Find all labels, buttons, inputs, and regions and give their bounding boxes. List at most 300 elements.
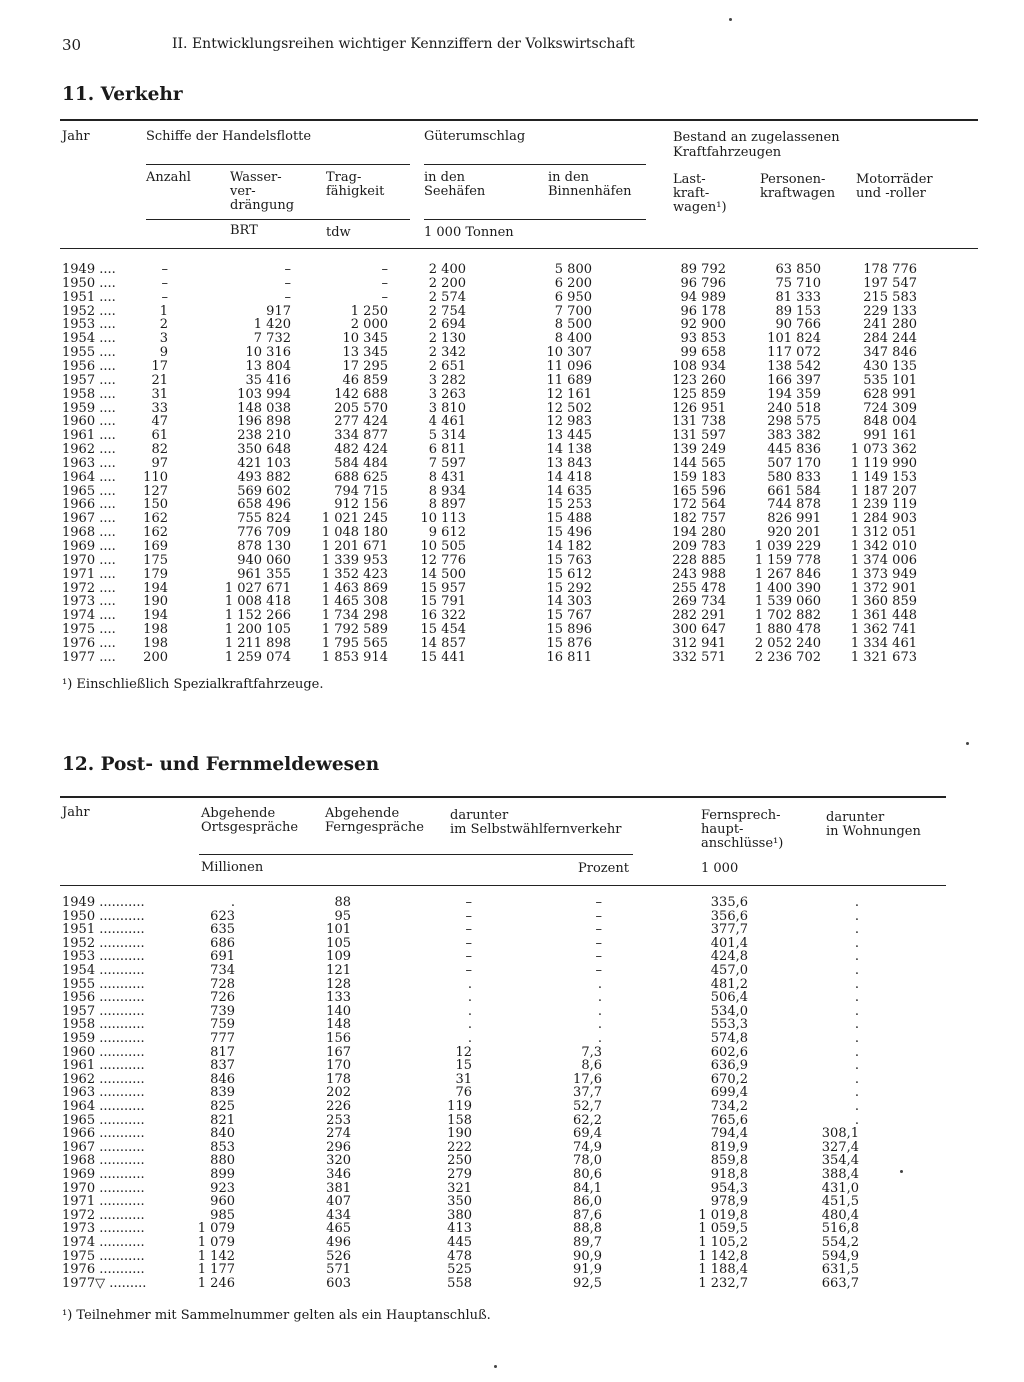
cell-binnenhaefen: 15 767: [546, 608, 592, 624]
cell-hauptanschluesse: 553,3: [710, 1017, 748, 1033]
page-number: 30: [62, 36, 82, 54]
cell-jahr: 1972 ....: [62, 580, 116, 596]
cell-jahr: 1958 ....: [62, 386, 116, 402]
cell-seehaefen: 7 597: [428, 455, 466, 471]
cell-jahr: 1963 ....: [62, 455, 116, 471]
cell-selbstwaehl: .: [467, 1031, 472, 1046]
cell-wohnungen: .: [854, 1071, 859, 1087]
cell-binnenhaefen: 7 700: [554, 303, 592, 319]
cell-personenkraftwagen: 1 400 390: [754, 580, 821, 596]
cell-ortsgespraeche: 686: [210, 935, 235, 951]
cell-seehaefen: 3 263: [428, 386, 466, 402]
cell-jahr: 1949 ....: [62, 262, 116, 277]
cell-anzahl: 175: [143, 552, 168, 568]
cell-lastkraftwagen: 93 853: [680, 331, 726, 347]
cell-lastkraftwagen: 332 571: [672, 649, 726, 665]
cell-motorraeder: 197 547: [863, 275, 917, 291]
cell-personenkraftwagen: 661 584: [767, 483, 821, 499]
cell-anzahl: 47: [151, 414, 168, 430]
t12-unit-prozent: Prozent: [578, 861, 629, 876]
cell-personenkraftwagen: 89 153: [775, 303, 821, 319]
cell-tragfaehigkeit: 10 345: [342, 331, 388, 347]
cell-wohnungen: 516,8: [821, 1221, 859, 1237]
cell-hauptanschluesse: 356,6: [710, 908, 748, 924]
cell-jahr: 1974 ...........: [62, 1235, 145, 1250]
cell-seehaefen: 8 431: [428, 469, 466, 485]
cell-ortsgespraeche: 759: [210, 1017, 235, 1033]
cell-selbstwaehl: .: [467, 990, 472, 1006]
cell-jahr: 1977▽ .........: [62, 1275, 147, 1291]
cell-jahr: 1955 ....: [62, 345, 116, 361]
cell-jahr: 1957 ....: [62, 372, 116, 388]
cell-anzahl: 1: [159, 303, 168, 319]
cell-motorraeder: 848 004: [863, 414, 917, 430]
cell-ortsgespraeche: 840: [210, 1126, 235, 1142]
cell-binnenhaefen: 14 138: [546, 442, 592, 458]
cell-wohnungen: .: [854, 963, 859, 978]
cell-personenkraftwagen: 117 072: [767, 345, 821, 361]
cell-binnenhaefen: 14 303: [546, 594, 592, 610]
cell-tragfaehigkeit: 584 484: [334, 455, 388, 471]
cell-ortsgespraeche: 853: [210, 1139, 235, 1155]
cell-hauptanschluesse: 819,9: [710, 1139, 748, 1155]
cell-selbstwaehl: 222: [447, 1139, 472, 1155]
cell-binnenhaefen: 13 843: [546, 455, 592, 471]
cell-prozent: 7,3: [581, 1044, 602, 1060]
cell-wasserverdraengung: 13 804: [245, 358, 291, 374]
cell-wasserverdraengung: 493 882: [237, 469, 291, 485]
cell-prozent: 84,1: [573, 1180, 602, 1196]
cell-ferngespraeche: 320: [326, 1153, 351, 1169]
cell-anzahl: 190: [143, 594, 168, 610]
cell-binnenhaefen: 12 983: [546, 414, 592, 430]
cell-hauptanschluesse: 636,9: [710, 1058, 748, 1074]
cell-ortsgespraeche: 734: [210, 963, 235, 978]
cell-wohnungen: .: [854, 908, 859, 924]
cell-anzahl: 169: [143, 539, 168, 554]
cell-ortsgespraeche: 728: [210, 976, 235, 992]
cell-lastkraftwagen: 282 291: [672, 608, 726, 624]
cell-hauptanschluesse: 1 105,2: [698, 1235, 748, 1250]
cell-wasserverdraengung: 1 259 074: [224, 649, 291, 665]
cell-prozent: 62,2: [573, 1112, 602, 1128]
cell-tragfaehigkeit: 482 424: [334, 442, 388, 458]
cell-prozent: 86,0: [573, 1194, 602, 1210]
cell-wohnungen: .: [854, 922, 859, 938]
cell-jahr: 1965 ...........: [62, 1112, 145, 1128]
cell-hauptanschluesse: 859,8: [710, 1153, 748, 1169]
t11-header-anzahl: Anzahl: [146, 170, 191, 185]
cell-ferngespraeche: 95: [334, 908, 351, 924]
cell-prozent: 88,8: [573, 1221, 602, 1237]
cell-jahr: 1961 ....: [62, 428, 116, 444]
cell-hauptanschluesse: 574,8: [710, 1031, 748, 1046]
cell-jahr: 1954 ...........: [62, 963, 145, 978]
cell-jahr: 1976 ...........: [62, 1262, 145, 1278]
cell-hauptanschluesse: 1 019,8: [698, 1207, 748, 1223]
cell-wasserverdraengung: –: [284, 289, 291, 305]
cell-lastkraftwagen: 99 658: [680, 345, 726, 361]
cell-anzahl: 150: [143, 497, 168, 513]
cell-prozent: –: [595, 922, 602, 938]
cell-wasserverdraengung: 1 200 105: [224, 622, 291, 638]
t11-header-personenkraftwagen: Personen- kraftwagen: [760, 172, 836, 201]
cell-ortsgespraeche: 739: [210, 1003, 235, 1019]
cell-selbstwaehl: 478: [447, 1248, 472, 1264]
cell-wohnungen: 663,7: [821, 1275, 859, 1291]
cell-prozent: 90,9: [573, 1248, 602, 1264]
cell-motorraeder: 1 321 673: [850, 649, 917, 665]
t12-header-ferngespraeche: Abgehende Ferngespräche: [325, 806, 424, 835]
cell-hauptanschluesse: 794,4: [710, 1126, 748, 1142]
cell-seehaefen: 16 322: [420, 608, 466, 624]
cell-motorraeder: 1 374 006: [850, 552, 917, 568]
cell-personenkraftwagen: 1 039 229: [754, 539, 821, 554]
cell-motorraeder: 1 187 207: [850, 483, 917, 499]
cell-hauptanschluesse: 1 142,8: [698, 1248, 748, 1264]
t11-header-seehaefen: in den Seehäfen: [424, 170, 486, 199]
cell-anzahl: 162: [143, 511, 168, 527]
cell-anzahl: 9: [159, 345, 168, 361]
cell-binnenhaefen: 13 445: [546, 428, 592, 444]
cell-anzahl: –: [161, 262, 168, 277]
cell-hauptanschluesse: 1 188,4: [698, 1262, 748, 1278]
cell-ortsgespraeche: 1 142: [197, 1248, 235, 1264]
cell-binnenhaefen: 15 292: [546, 580, 592, 596]
cell-hauptanschluesse: 1 232,7: [698, 1275, 748, 1291]
cell-ortsgespraeche: 960: [210, 1194, 235, 1210]
cell-jahr: 1967 ...........: [62, 1139, 145, 1155]
cell-seehaefen: 2 754: [428, 303, 466, 319]
print-speck: [900, 1170, 903, 1173]
cell-ferngespraeche: 434: [326, 1207, 351, 1223]
table-11-footnote: ¹) Einschließlich Spezialkraftfahrzeuge.: [62, 677, 324, 692]
cell-wasserverdraengung: 1 152 266: [224, 608, 291, 624]
cell-tragfaehigkeit: 1 792 589: [321, 622, 388, 638]
cell-binnenhaefen: 8 400: [554, 331, 592, 347]
cell-ferngespraeche: 101: [326, 922, 351, 938]
cell-motorraeder: 229 133: [863, 303, 917, 319]
cell-seehaefen: 15 957: [420, 580, 466, 596]
t11-header-jahr: Jahr: [62, 129, 90, 144]
cell-anzahl: 61: [151, 428, 168, 444]
cell-hauptanschluesse: 978,9: [710, 1194, 748, 1210]
cell-ferngespraeche: 121: [326, 963, 351, 978]
cell-prozent: 17,6: [573, 1071, 602, 1087]
cell-wasserverdraengung: 238 210: [237, 428, 291, 444]
cell-prozent: .: [597, 1017, 602, 1033]
cell-wasserverdraengung: 350 648: [237, 442, 291, 458]
cell-prozent: 69,4: [573, 1126, 602, 1142]
cell-prozent: –: [595, 935, 602, 951]
t12-header-jahr: Jahr: [62, 805, 90, 820]
cell-ferngespraeche: 253: [326, 1112, 351, 1128]
cell-lastkraftwagen: 92 900: [680, 317, 726, 333]
cell-ortsgespraeche: 825: [210, 1099, 235, 1114]
cell-anzahl: 31: [151, 386, 168, 402]
cell-wasserverdraengung: 148 038: [237, 400, 291, 416]
cell-seehaefen: 15 441: [420, 649, 466, 665]
cell-seehaefen: 8 934: [428, 483, 466, 499]
cell-ferngespraeche: 226: [326, 1099, 351, 1114]
t11-header-tragfaehigkeit: Trag- fähigkeit: [326, 170, 385, 199]
t12-unit-tausend: 1 000: [701, 861, 739, 876]
cell-tragfaehigkeit: 1 853 914: [321, 649, 388, 665]
cell-tragfaehigkeit: 688 625: [334, 469, 388, 485]
t12-header-selbstwaehl: darunter im Selbstwählfernverkehr: [450, 808, 622, 837]
cell-ortsgespraeche: 985: [210, 1207, 235, 1223]
table-12-footnote: ¹) Teilnehmer mit Sammelnummer gelten als ein Hauptanschluß.: [62, 1308, 491, 1323]
cell-prozent: 74,9: [573, 1139, 602, 1155]
cell-jahr: 1966 ...........: [62, 1126, 145, 1142]
cell-selbstwaehl: 525: [447, 1262, 472, 1278]
cell-prozent: 78,0: [573, 1153, 602, 1169]
cell-ortsgespraeche: 691: [210, 949, 235, 965]
cell-binnenhaefen: 15 763: [546, 552, 592, 568]
cell-binnenhaefen: 8 500: [554, 317, 592, 333]
cell-jahr: 1955 ...........: [62, 976, 145, 992]
cell-ortsgespraeche: 1 177: [197, 1262, 235, 1278]
cell-seehaefen: 2 342: [428, 345, 466, 361]
cell-selbstwaehl: .: [467, 1003, 472, 1019]
cell-motorraeder: 1 361 448: [850, 608, 917, 624]
cell-jahr: 1952 ...........: [62, 935, 145, 951]
cell-anzahl: –: [161, 275, 168, 291]
cell-seehaefen: 8 897: [428, 497, 466, 513]
cell-ortsgespraeche: 726: [210, 990, 235, 1006]
cell-jahr: 1957 ...........: [62, 1003, 145, 1019]
cell-jahr: 1961 ...........: [62, 1058, 145, 1074]
cell-lastkraftwagen: 123 260: [672, 372, 726, 388]
cell-tragfaehigkeit: 1 352 423: [321, 566, 388, 582]
cell-selbstwaehl: 158: [447, 1112, 472, 1128]
cell-wohnungen: 327,4: [821, 1139, 859, 1155]
cell-wasserverdraengung: 940 060: [237, 552, 291, 568]
cell-motorraeder: 1 073 362: [850, 442, 917, 458]
t11-rule-units-left: [146, 219, 410, 220]
cell-tragfaehigkeit: –: [381, 275, 388, 291]
table-11-title: 11. Verkehr: [62, 84, 183, 105]
t11-header-schiffe: Schiffe der Handelsflotte: [146, 129, 312, 144]
cell-tragfaehigkeit: 1 795 565: [321, 635, 388, 651]
cell-prozent: 89,7: [573, 1235, 602, 1250]
cell-personenkraftwagen: 298 575: [767, 414, 821, 430]
cell-wohnungen: 631,5: [821, 1262, 859, 1278]
cell-personenkraftwagen: 580 833: [767, 469, 821, 485]
t11-rule-schiffe: [146, 164, 410, 165]
cell-ortsgespraeche: 821: [210, 1112, 235, 1128]
cell-wohnungen: .: [854, 1017, 859, 1033]
running-head: II. Entwicklungsreihen wichtiger Kennziffern der Volkswirtschaft: [172, 36, 635, 52]
cell-personenkraftwagen: 507 170: [767, 455, 821, 471]
cell-lastkraftwagen: 144 565: [672, 455, 726, 471]
cell-hauptanschluesse: 401,4: [710, 935, 748, 951]
cell-selbstwaehl: 76: [455, 1085, 472, 1101]
cell-jahr: 1949 ...........: [62, 895, 145, 910]
cell-seehaefen: 10 113: [420, 511, 466, 527]
cell-lastkraftwagen: 108 934: [672, 358, 726, 374]
t11-header-motorraeder: Motorräder und -roller: [856, 172, 933, 201]
cell-wasserverdraengung: 755 824: [237, 511, 291, 527]
cell-ortsgespraeche: 777: [210, 1031, 235, 1046]
cell-seehaefen: 5 314: [428, 428, 466, 444]
cell-seehaefen: 2 574: [428, 289, 466, 305]
cell-jahr: 1976 ....: [62, 635, 116, 651]
cell-binnenhaefen: 11 689: [546, 372, 592, 388]
cell-hauptanschluesse: 377,7: [710, 922, 748, 938]
print-speck: [494, 1365, 497, 1368]
cell-binnenhaefen: 6 950: [554, 289, 592, 305]
cell-anzahl: 179: [143, 566, 168, 582]
cell-tragfaehigkeit: 142 688: [334, 386, 388, 402]
cell-ortsgespraeche: 923: [210, 1180, 235, 1196]
t12-rule-units: [199, 854, 633, 855]
cell-hauptanschluesse: 954,3: [710, 1180, 748, 1196]
cell-motorraeder: 1 239 119: [850, 497, 917, 513]
cell-prozent: 37,7: [573, 1085, 602, 1101]
cell-tragfaehigkeit: 1 465 308: [321, 594, 388, 610]
cell-binnenhaefen: 10 307: [546, 345, 592, 361]
cell-prozent: 91,9: [573, 1262, 602, 1278]
t11-header-gueterumschlag: Güterumschlag: [424, 129, 526, 144]
t11-unit-tdw: tdw: [326, 225, 351, 240]
cell-ferngespraeche: 156: [326, 1031, 351, 1046]
cell-selbstwaehl: –: [465, 895, 472, 910]
cell-jahr: 1969 ....: [62, 539, 116, 554]
cell-wasserverdraengung: 878 130: [237, 539, 291, 554]
cell-anzahl: 33: [151, 400, 168, 416]
cell-wasserverdraengung: 961 355: [237, 566, 291, 582]
cell-jahr: 1975 ...........: [62, 1248, 145, 1264]
cell-wohnungen: .: [854, 1044, 859, 1060]
cell-binnenhaefen: 11 096: [546, 358, 592, 374]
cell-tragfaehigkeit: 205 570: [334, 400, 388, 416]
cell-anzahl: 162: [143, 525, 168, 541]
cell-ortsgespraeche: 623: [210, 908, 235, 924]
cell-wohnungen: 388,4: [821, 1167, 859, 1182]
cell-binnenhaefen: 15 253: [546, 497, 592, 513]
cell-binnenhaefen: 14 418: [546, 469, 592, 485]
t11-unit-tonnen: 1 000 Tonnen: [424, 225, 514, 240]
cell-seehaefen: 4 461: [428, 414, 466, 430]
cell-wasserverdraengung: –: [284, 262, 291, 277]
cell-selbstwaehl: .: [467, 1017, 472, 1033]
cell-ferngespraeche: 133: [326, 990, 351, 1006]
cell-ortsgespraeche: 899: [210, 1167, 235, 1182]
cell-ferngespraeche: 105: [326, 935, 351, 951]
cell-selbstwaehl: 119: [447, 1099, 472, 1114]
cell-hauptanschluesse: 457,0: [710, 963, 748, 978]
cell-ortsgespraeche: 846: [210, 1071, 235, 1087]
cell-wohnungen: .: [854, 1003, 859, 1019]
cell-ferngespraeche: 274: [326, 1126, 351, 1142]
cell-jahr: 1973 ....: [62, 594, 116, 610]
cell-seehaefen: 14 857: [420, 635, 466, 651]
cell-personenkraftwagen: 1 702 882: [754, 608, 821, 624]
cell-wasserverdraengung: 1 027 671: [224, 580, 291, 596]
cell-anzahl: 198: [143, 622, 168, 638]
t12-header-hauptanschluesse: Fernsprech- haupt- anschlüsse¹): [701, 808, 784, 851]
cell-ortsgespraeche: 817: [210, 1044, 235, 1060]
cell-seehaefen: 15 454: [420, 622, 466, 638]
cell-tragfaehigkeit: 46 859: [342, 372, 388, 388]
cell-jahr: 1973 ...........: [62, 1221, 145, 1237]
cell-selbstwaehl: –: [465, 949, 472, 965]
cell-seehaefen: 15 791: [420, 594, 466, 610]
cell-jahr: 1962 ....: [62, 442, 116, 458]
cell-motorraeder: 1 362 741: [850, 622, 917, 638]
t11-header-wasserverdraengung: Wasser- ver- drängung: [230, 170, 295, 213]
cell-jahr: 1967 ....: [62, 511, 116, 527]
cell-wohnungen: 451,5: [821, 1194, 859, 1210]
cell-selbstwaehl: 413: [447, 1221, 472, 1237]
cell-tragfaehigkeit: 1 048 180: [321, 525, 388, 541]
cell-wohnungen: 308,1: [821, 1126, 859, 1142]
cell-ferngespraeche: 167: [326, 1044, 351, 1060]
cell-wohnungen: .: [854, 1099, 859, 1114]
cell-hauptanschluesse: 335,6: [710, 895, 748, 910]
cell-hauptanschluesse: 670,2: [710, 1071, 748, 1087]
cell-selbstwaehl: .: [467, 976, 472, 992]
cell-ferngespraeche: 109: [326, 949, 351, 965]
cell-ortsgespraeche: 1 246: [197, 1275, 235, 1291]
cell-lastkraftwagen: 182 757: [672, 511, 726, 527]
cell-personenkraftwagen: 75 710: [775, 275, 821, 291]
cell-lastkraftwagen: 139 249: [672, 442, 726, 458]
cell-lastkraftwagen: 159 183: [672, 469, 726, 485]
cell-selbstwaehl: 15: [455, 1058, 472, 1074]
cell-motorraeder: 1 312 051: [850, 525, 917, 541]
cell-prozent: 92,5: [573, 1275, 602, 1291]
cell-seehaefen: 10 505: [420, 539, 466, 554]
cell-wohnungen: .: [854, 1031, 859, 1046]
cell-ferngespraeche: 178: [326, 1071, 351, 1087]
cell-selbstwaehl: 31: [455, 1071, 472, 1087]
cell-prozent: .: [597, 1003, 602, 1019]
cell-wohnungen: .: [854, 1058, 859, 1074]
cell-ferngespraeche: 346: [326, 1167, 351, 1182]
cell-personenkraftwagen: 2 052 240: [754, 635, 821, 651]
cell-tragfaehigkeit: 277 424: [334, 414, 388, 430]
cell-lastkraftwagen: 96 178: [680, 303, 726, 319]
cell-lastkraftwagen: 300 647: [672, 622, 726, 638]
print-speck: [966, 742, 969, 745]
t12-unit-millionen: Millionen: [201, 860, 264, 875]
cell-seehaefen: 2 400: [428, 262, 466, 277]
cell-personenkraftwagen: 1 159 778: [754, 552, 821, 568]
cell-ortsgespraeche: .: [230, 895, 235, 910]
cell-seehaefen: 6 811: [428, 442, 466, 458]
cell-personenkraftwagen: 194 359: [767, 386, 821, 402]
cell-jahr: 1950 ...........: [62, 908, 145, 924]
cell-tragfaehigkeit: 1 021 245: [321, 511, 388, 527]
cell-wohnungen: .: [854, 895, 859, 910]
cell-hauptanschluesse: 534,0: [710, 1003, 748, 1019]
t12-header-wohnungen: darunter in Wohnungen: [826, 810, 921, 839]
cell-motorraeder: 215 583: [863, 289, 917, 305]
cell-binnenhaefen: 15 488: [546, 511, 592, 527]
cell-jahr: 1962 ...........: [62, 1071, 145, 1087]
cell-tragfaehigkeit: 912 156: [334, 497, 388, 513]
cell-selbstwaehl: 12: [455, 1044, 472, 1060]
cell-jahr: 1977 ....: [62, 649, 116, 665]
cell-personenkraftwagen: 240 518: [767, 400, 821, 416]
cell-jahr: 1951 ...........: [62, 922, 145, 938]
cell-binnenhaefen: 5 800: [554, 262, 592, 277]
cell-anzahl: 82: [151, 442, 168, 458]
cell-selbstwaehl: 350: [447, 1194, 472, 1210]
cell-tragfaehigkeit: 1 734 298: [321, 608, 388, 624]
